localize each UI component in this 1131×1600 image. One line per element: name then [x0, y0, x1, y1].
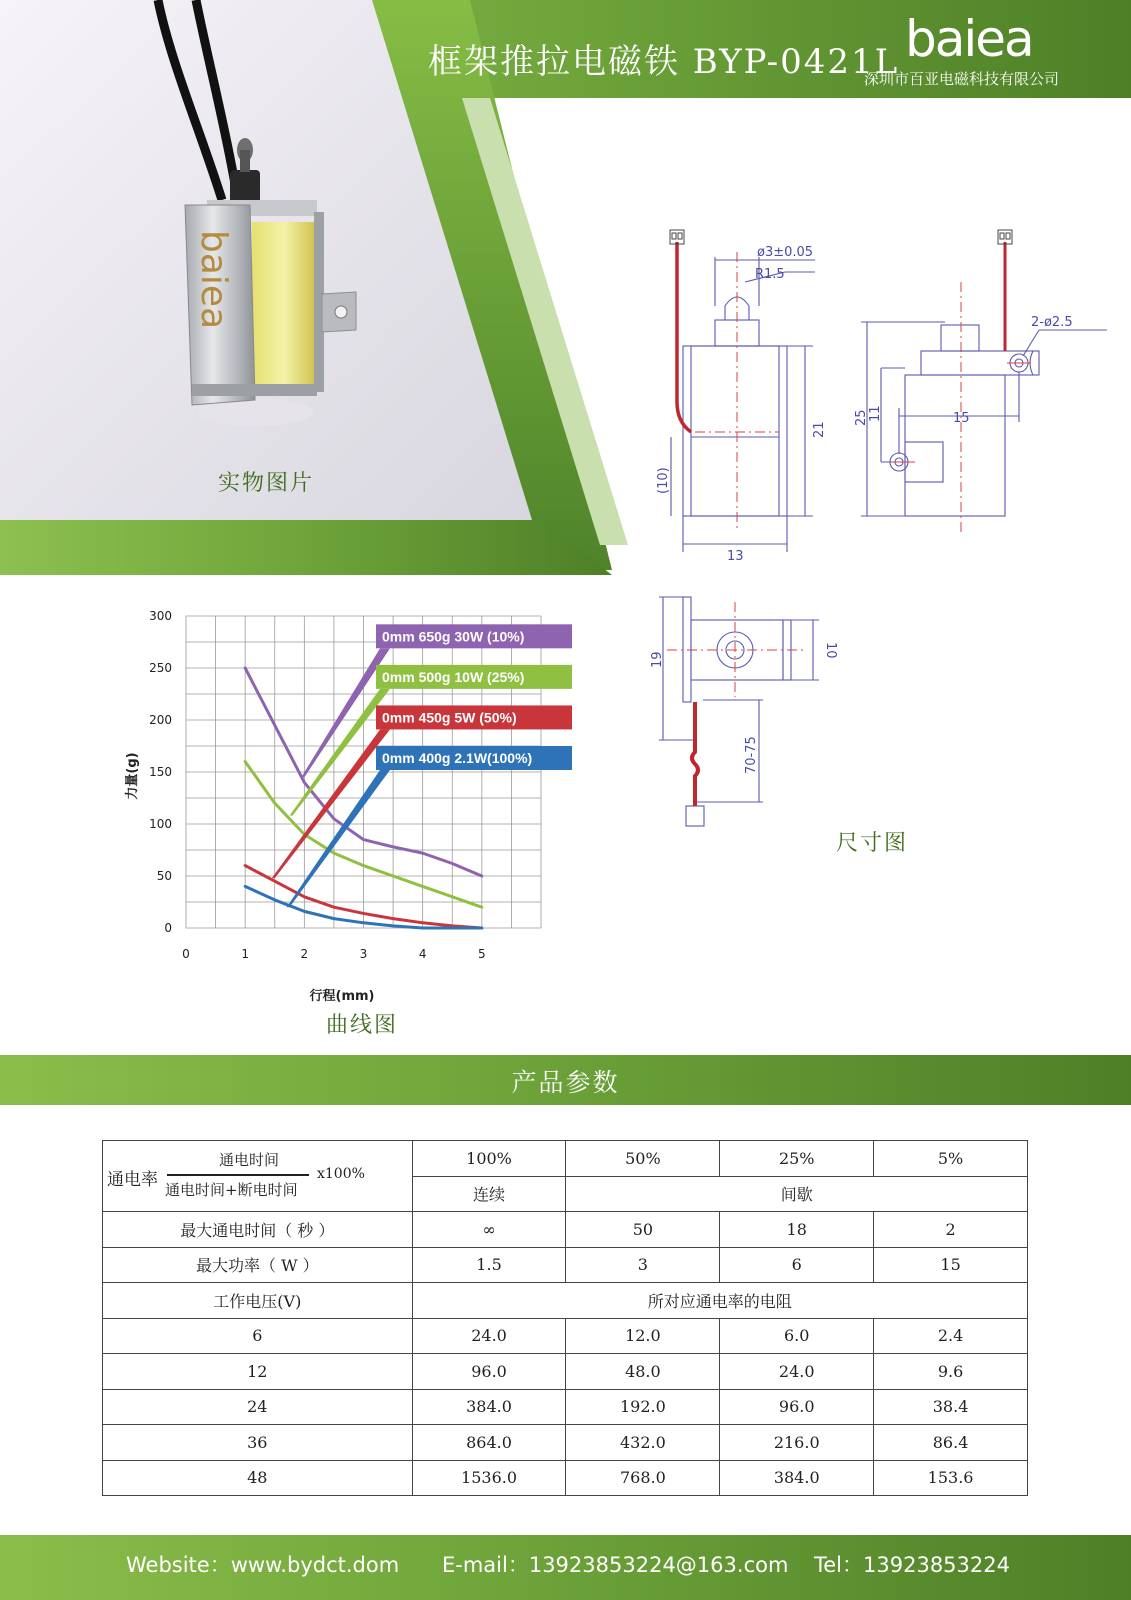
chart-caption: 曲线图 [326, 1013, 399, 1038]
drawing-caption: 尺寸图 [836, 831, 909, 856]
params-table [102, 1140, 1028, 1496]
resistance-cell: 38.4 [874, 1389, 1028, 1425]
legend-label-4: 0mm 400g 2.1W(100%) [382, 750, 533, 766]
voltage-cell: 12 [103, 1354, 413, 1390]
x-tick-label: 5 [478, 947, 486, 961]
y-tick-label: 0 [164, 921, 172, 935]
duty-formula-cell [103, 1141, 413, 1212]
x-tick-label: 4 [418, 947, 427, 961]
voltage-cell: 6 [103, 1318, 413, 1354]
resistance-cell: 864.0 [412, 1425, 566, 1461]
resistance-cell: 9.6 [874, 1354, 1028, 1390]
resistance-cell: 2.4 [874, 1318, 1028, 1354]
duty-cell: 100% [412, 1141, 566, 1177]
table-row [103, 1354, 1028, 1390]
mode-intermittent: 间歇 [566, 1176, 1028, 1212]
page-title: 框架推拉电磁铁 BYP-0421L [428, 42, 900, 82]
footer-email[interactable]: E-mail：13923853224@163.com [442, 1553, 789, 1577]
top-view [659, 597, 819, 826]
dim-label-height-19: 19 [650, 651, 665, 668]
mode-continuous: 连续 [412, 1176, 566, 1212]
legend-label-2: 0mm 500g 10W (25%) [382, 668, 525, 685]
y-tick-label: 250 [149, 661, 172, 675]
resistance-cell: 12.0 [566, 1318, 720, 1354]
fraction-line [167, 1174, 309, 1176]
product-brand-print: baiea [193, 230, 234, 330]
photo-caption: 实物图片 [218, 471, 315, 496]
table-cell: ∞ [412, 1212, 566, 1248]
dim-label-height-10: (10) [656, 467, 671, 494]
voltage-header: 工作电压(V) [103, 1283, 413, 1319]
voltage-cell: 48 [103, 1460, 413, 1496]
resistance-cell: 96.0 [720, 1389, 874, 1425]
chart-y-axis-label: 力量(g) [125, 752, 140, 800]
table-row [103, 1460, 1028, 1496]
resistance-cell: 384.0 [720, 1460, 874, 1496]
dim-label-height-11: 11 [868, 405, 883, 422]
y-tick-label: 50 [156, 869, 172, 883]
chart-x-axis-label: 行程(mm) [309, 989, 375, 1004]
footer-website[interactable]: Website：www.bydct.dom [126, 1553, 400, 1577]
dim-label-width-13: 13 [727, 549, 744, 564]
resistance-header: 所对应通电率的电阻 [412, 1283, 1027, 1319]
table-cell: 15 [874, 1247, 1028, 1283]
max-power-label: 最大功率（ W ） [103, 1247, 413, 1283]
chart-legend [272, 624, 572, 907]
photo-bottom-strip [0, 520, 612, 575]
front-view [671, 257, 815, 552]
duty-formula-numerator: 通电时间 [219, 1151, 280, 1169]
max-time-label: 最大通电时间（ 秒 ） [103, 1212, 413, 1248]
legend-label-3: 0mm 450g 5W (50%) [382, 709, 517, 726]
table-row [103, 1425, 1028, 1461]
chart-axes [149, 609, 486, 961]
x-tick-label: 3 [359, 947, 368, 961]
duty-formula-denominator: 通电时间+断电时间 [165, 1181, 298, 1199]
y-tick-label: 300 [149, 609, 172, 623]
y-tick-label: 150 [149, 765, 172, 779]
table-cell: 3 [566, 1247, 720, 1283]
table-cell: 2 [874, 1212, 1028, 1248]
params-title: 产品参数 [511, 1068, 620, 1097]
brand-logo: baiea [905, 10, 1033, 68]
resistance-cell: 384.0 [412, 1389, 566, 1425]
footer-tel[interactable]: Tel：13923853224 [814, 1553, 1010, 1577]
resistance-cell: 768.0 [566, 1460, 720, 1496]
table-cell: 6 [720, 1247, 874, 1283]
table-row [103, 1212, 1028, 1248]
resistance-cell: 1536.0 [412, 1460, 566, 1496]
dim-label-holes: 2-ø2.5 [1031, 315, 1073, 330]
resistance-cell: 153.6 [874, 1460, 1028, 1496]
company-name: 深圳市百亚电磁科技有限公司 [864, 70, 1060, 88]
x-tick-label: 1 [241, 947, 249, 961]
y-tick-label: 200 [149, 713, 172, 727]
duty-cell: 50% [566, 1141, 720, 1177]
table-row [103, 1247, 1028, 1283]
dim-label-height-21: 21 [812, 421, 827, 438]
table-cell: 18 [720, 1212, 874, 1248]
duty-cell: 5% [874, 1141, 1028, 1177]
resistance-cell: 216.0 [720, 1425, 874, 1461]
resistance-cell: 6.0 [720, 1318, 874, 1354]
dim-label-width-15: 15 [953, 411, 970, 426]
resistance-cell: 96.0 [412, 1354, 566, 1390]
dim-label-diameter: ø3±0.05 [757, 245, 814, 260]
resistance-cell: 432.0 [566, 1425, 720, 1461]
table-cell: 50 [566, 1212, 720, 1248]
duty-formula-label: 通电率 [107, 1170, 158, 1190]
resistance-cell: 24.0 [720, 1354, 874, 1390]
table-row [103, 1389, 1028, 1425]
table-row [103, 1283, 1028, 1319]
dim-label-lead-length: 70-75 [744, 736, 759, 774]
resistance-cell: 192.0 [566, 1389, 720, 1425]
dim-label-radius: R1.5 [755, 267, 785, 282]
voltage-cell: 36 [103, 1425, 413, 1461]
legend-label-1: 0mm 650g 30W (10%) [382, 628, 525, 645]
duty-formula-multiplier: x100% [317, 1166, 365, 1182]
voltage-cell: 24 [103, 1389, 413, 1425]
table-row [103, 1141, 1028, 1177]
table-row [103, 1318, 1028, 1354]
resistance-cell: 48.0 [566, 1354, 720, 1390]
side-view [861, 322, 1107, 516]
chart-grid [186, 616, 541, 928]
x-tick-label: 2 [300, 947, 309, 961]
resistance-cell: 86.4 [874, 1425, 1028, 1461]
y-tick-label: 100 [149, 817, 172, 831]
dim-label-height-10b: 10 [823, 642, 838, 659]
force-stroke-chart [120, 600, 600, 1010]
dim-label-height-25: 25 [854, 409, 869, 426]
duty-cell: 25% [720, 1141, 874, 1177]
resistance-cell: 24.0 [412, 1318, 566, 1354]
dimension-drawing [650, 222, 1115, 862]
x-tick-label: 0 [182, 947, 190, 961]
table-cell: 1.5 [412, 1247, 566, 1283]
